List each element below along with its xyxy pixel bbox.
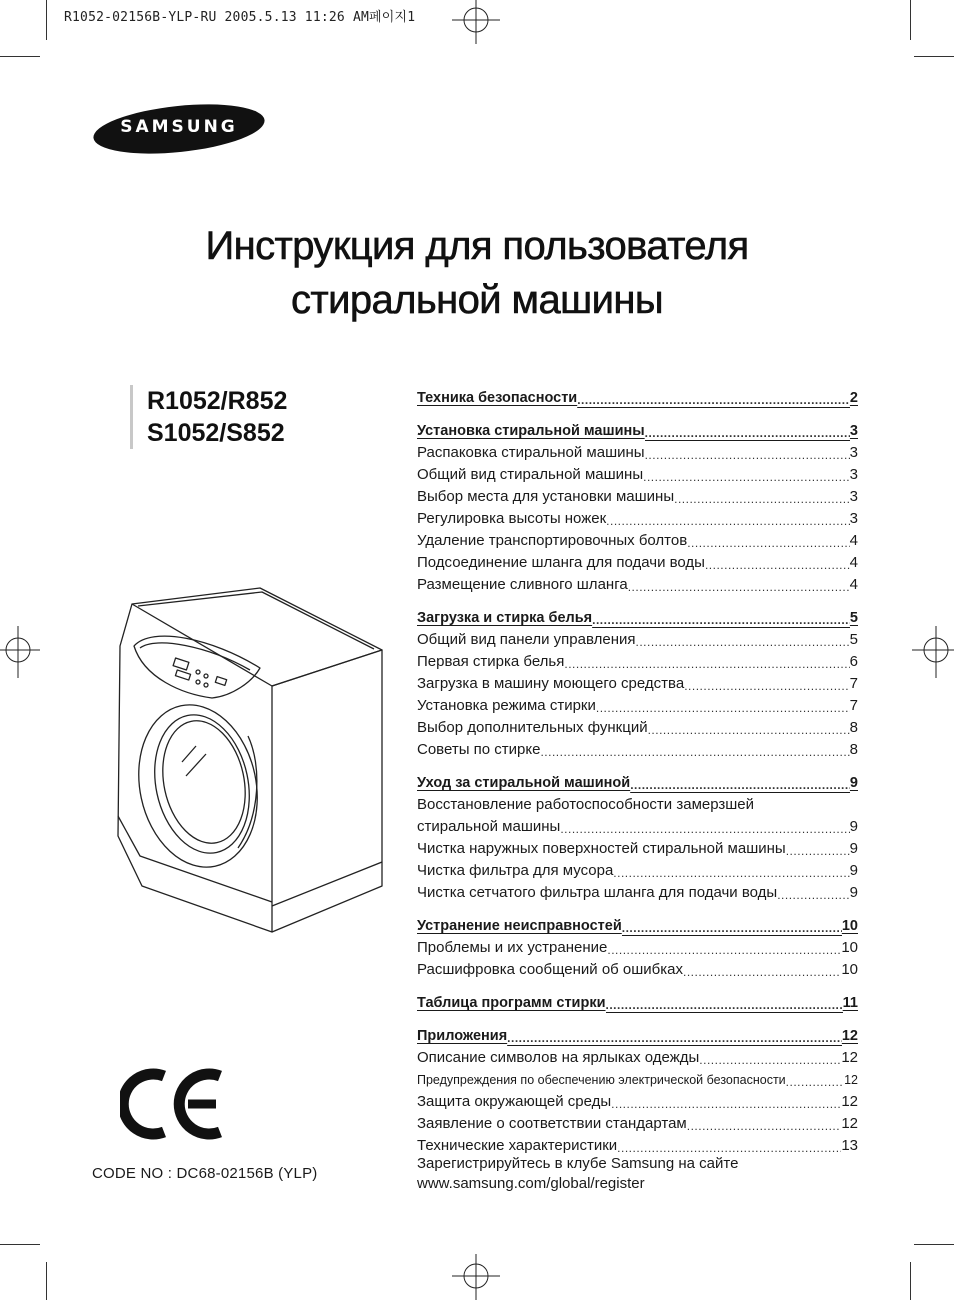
samsung-logo: [92, 101, 266, 157]
toc-label: Размещение сливного шланга: [417, 576, 628, 593]
toc-heading[interactable]: [417, 915, 858, 937]
toc-page-number: 10: [841, 939, 858, 956]
toc-item[interactable]: [417, 552, 858, 574]
toc-label: Описание символов на ярлыках одежды: [417, 1049, 700, 1066]
toc-leader: [613, 864, 849, 882]
toc-section: [417, 387, 858, 409]
toc-item[interactable]: [417, 1069, 858, 1091]
model-name: R1052/R852: [147, 387, 288, 415]
toc-page-number: 9: [849, 884, 858, 901]
toc-section: [417, 992, 858, 1014]
toc-page-number: 9: [849, 775, 858, 791]
toc-label: стиральной машины: [417, 818, 561, 835]
toc-label: Общий вид панели управления: [417, 631, 636, 648]
toc-heading[interactable]: [417, 387, 858, 409]
toc-label: Чистка фильтра для мусора: [417, 862, 614, 879]
toc-leader: [684, 677, 849, 695]
toc-section: [417, 915, 858, 981]
register-text: Зарегистрируйтесь в клубе Samsung на сайте: [417, 1155, 739, 1172]
toc-item[interactable]: [417, 695, 858, 717]
registration-mark-icon: [912, 622, 954, 682]
toc-page-number: 3: [849, 423, 858, 439]
toc-page-number: 8: [849, 719, 858, 736]
toc-leader: [705, 556, 850, 574]
toc-label: Загрузка и стирка белья: [417, 610, 593, 626]
toc-label: Установка стиральной машины: [417, 423, 645, 439]
toc-leader: [648, 721, 850, 739]
crop-mark: [914, 1244, 954, 1245]
model-list: [130, 385, 287, 449]
print-header: R1052-02156B-YLP-RU 2005.5.13 11:26 AM페이지1: [64, 10, 416, 25]
toc-page-number: 12: [841, 1093, 858, 1110]
toc-page-number: 13: [841, 1137, 858, 1154]
toc-heading[interactable]: [417, 772, 858, 794]
toc-leader: [687, 1117, 842, 1135]
toc-page-number: 12: [844, 1073, 858, 1087]
toc-leader: [645, 424, 850, 442]
toc-section: [417, 772, 858, 904]
toc-item[interactable]: [417, 486, 858, 508]
toc-item[interactable]: [417, 1113, 858, 1135]
toc-page-number: 7: [849, 675, 858, 692]
toc-item[interactable]: [417, 882, 858, 904]
register-note: [417, 1154, 738, 1194]
toc-label: Общий вид стиральной машины: [417, 466, 644, 483]
toc-item[interactable]: [417, 1047, 858, 1069]
toc-label: Восстановление работоспособности замерзшей: [417, 796, 755, 813]
toc-label: Первая стирка белья: [417, 653, 565, 670]
toc-leader: [699, 1051, 841, 1069]
registration-mark-icon: [0, 622, 40, 682]
crop-mark: [0, 56, 40, 57]
toc-leader: [636, 633, 850, 651]
model-name: S1052/S852: [147, 419, 285, 447]
toc-label: Установка режима стирки: [417, 697, 596, 714]
toc-page-number: 12: [841, 1049, 858, 1066]
toc-label: Техника безопасности: [417, 390, 578, 406]
toc-page-number: 9: [849, 840, 858, 857]
toc-page-number: 9: [849, 862, 858, 879]
ce-mark-icon: [120, 1066, 224, 1142]
toc-page-number: 4: [849, 554, 858, 571]
toc-leader: [606, 996, 843, 1014]
toc-page-number: 4: [849, 576, 858, 593]
toc-leader: [540, 743, 849, 761]
toc-label: Удаление транспортировочных болтов: [417, 532, 688, 549]
toc-heading[interactable]: [417, 992, 858, 1014]
toc-leader: [687, 534, 849, 552]
toc-label: Технические характеристики: [417, 1137, 618, 1154]
toc-heading[interactable]: [417, 1025, 858, 1047]
toc-leader: [611, 1095, 841, 1113]
crop-mark: [46, 1262, 47, 1300]
toc-leader: [577, 391, 850, 409]
toc-page-number: 8: [849, 741, 858, 758]
toc-page-number: 3: [849, 510, 858, 527]
toc-label: Проблемы и их устранение: [417, 939, 608, 956]
toc-leader: [596, 699, 850, 717]
toc-page-number: 2: [849, 390, 858, 406]
code-number: CODE NO : DC68-02156B (YLP): [92, 1165, 318, 1182]
toc-leader: [607, 941, 841, 959]
toc-page-number: 10: [841, 918, 858, 934]
toc-label: Расшифровка сообщений об ошибках: [417, 961, 684, 978]
toc-label: Заявление о соответствии стандартам: [417, 1115, 687, 1132]
toc-item[interactable]: [417, 629, 858, 651]
table-of-contents: [417, 387, 858, 1168]
toc-label: Приложения: [417, 1028, 508, 1044]
toc-label: Регулировка высоты ножек: [417, 510, 607, 527]
toc-page-number: 4: [849, 532, 858, 549]
toc-leader: [628, 578, 850, 596]
toc-label: Уход за стиральной машиной: [417, 775, 631, 791]
toc-leader: [645, 446, 850, 464]
toc-label: Чистка наружных поверхностей стиральной машины: [417, 840, 786, 857]
toc-leader: [564, 655, 849, 673]
toc-leader: [786, 842, 850, 860]
toc-page-number: 5: [849, 631, 858, 648]
toc-label: Таблица программ стирки: [417, 995, 606, 1011]
toc-label: Распаковка стиральной машины: [417, 444, 645, 461]
toc-page-number: 12: [841, 1028, 858, 1044]
toc-section: [417, 1025, 858, 1157]
toc-page-number: 3: [849, 444, 858, 461]
toc-item[interactable]: [417, 651, 858, 673]
toc-label: Чистка сетчатого фильтра шланга для подачи воды: [417, 884, 778, 901]
toc-page-number: 6: [849, 653, 858, 670]
crop-mark: [0, 1244, 40, 1245]
toc-leader: [786, 1073, 844, 1091]
toc-page-number: 12: [841, 1115, 858, 1132]
registration-mark-icon: [448, 0, 508, 44]
toc-item[interactable]: [417, 816, 858, 838]
toc-label: Загрузка в машину моющего средства: [417, 675, 685, 692]
toc-item[interactable]: [417, 574, 858, 596]
toc-leader: [606, 512, 849, 530]
registration-mark-icon: [448, 1254, 508, 1300]
toc-item[interactable]: [417, 860, 858, 882]
page-title-line2: стиральной машины: [291, 278, 663, 322]
crop-mark: [910, 0, 911, 40]
toc-section: [417, 607, 858, 761]
toc-leader: [630, 776, 850, 794]
toc-leader: [507, 1029, 842, 1047]
toc-leader: [622, 919, 842, 937]
toc-leader: [560, 820, 849, 838]
toc-item[interactable]: [417, 530, 858, 552]
toc-label: Подсоединение шланга для подачи воды: [417, 554, 705, 571]
toc-item[interactable]: [417, 673, 858, 695]
toc-item[interactable]: [417, 717, 858, 739]
toc-label: Советы по стирке: [417, 741, 541, 758]
toc-page-number: 7: [849, 697, 858, 714]
toc-heading[interactable]: [417, 420, 858, 442]
toc-item[interactable]: [417, 1091, 858, 1113]
page-title-line1: Инструкция для пользователя: [205, 224, 749, 268]
toc-label: Защита окружающей среды: [417, 1093, 612, 1110]
toc-page-number: 9: [849, 818, 858, 835]
toc-page-number: 3: [849, 488, 858, 505]
toc-item[interactable]: [417, 959, 858, 981]
toc-leader: [592, 611, 850, 629]
toc-page-number: 11: [842, 995, 858, 1011]
toc-page-number: 5: [849, 610, 858, 626]
toc-page-number: 10: [841, 961, 858, 978]
toc-item[interactable]: [417, 794, 858, 816]
toc-leader: [777, 886, 849, 904]
crop-mark: [910, 1262, 911, 1300]
toc-page-number: 3: [849, 466, 858, 483]
toc-item[interactable]: [417, 508, 858, 530]
toc-item[interactable]: [417, 937, 858, 959]
logo-text: SAMSUNG: [120, 117, 238, 137]
toc-item[interactable]: [417, 464, 858, 486]
toc-heading[interactable]: [417, 607, 858, 629]
toc-label: Выбор дополнительных функций: [417, 719, 648, 736]
toc-item[interactable]: [417, 838, 858, 860]
crop-mark: [914, 56, 954, 57]
toc-item[interactable]: [417, 739, 858, 761]
toc-label: Устранение неисправностей: [417, 918, 622, 934]
toc-leader: [643, 468, 850, 486]
toc-leader: [674, 490, 850, 508]
toc-section: [417, 420, 858, 596]
toc-label: Предупреждения по обеспечению электрической безопасности: [417, 1073, 786, 1087]
crop-mark: [46, 0, 47, 40]
register-url[interactable]: www.samsung.com/global/register: [417, 1175, 645, 1192]
washing-machine-illustration: [112, 586, 392, 936]
toc-label: Выбор места для установки машины: [417, 488, 675, 505]
toc-leader: [683, 963, 841, 981]
toc-item[interactable]: [417, 442, 858, 464]
